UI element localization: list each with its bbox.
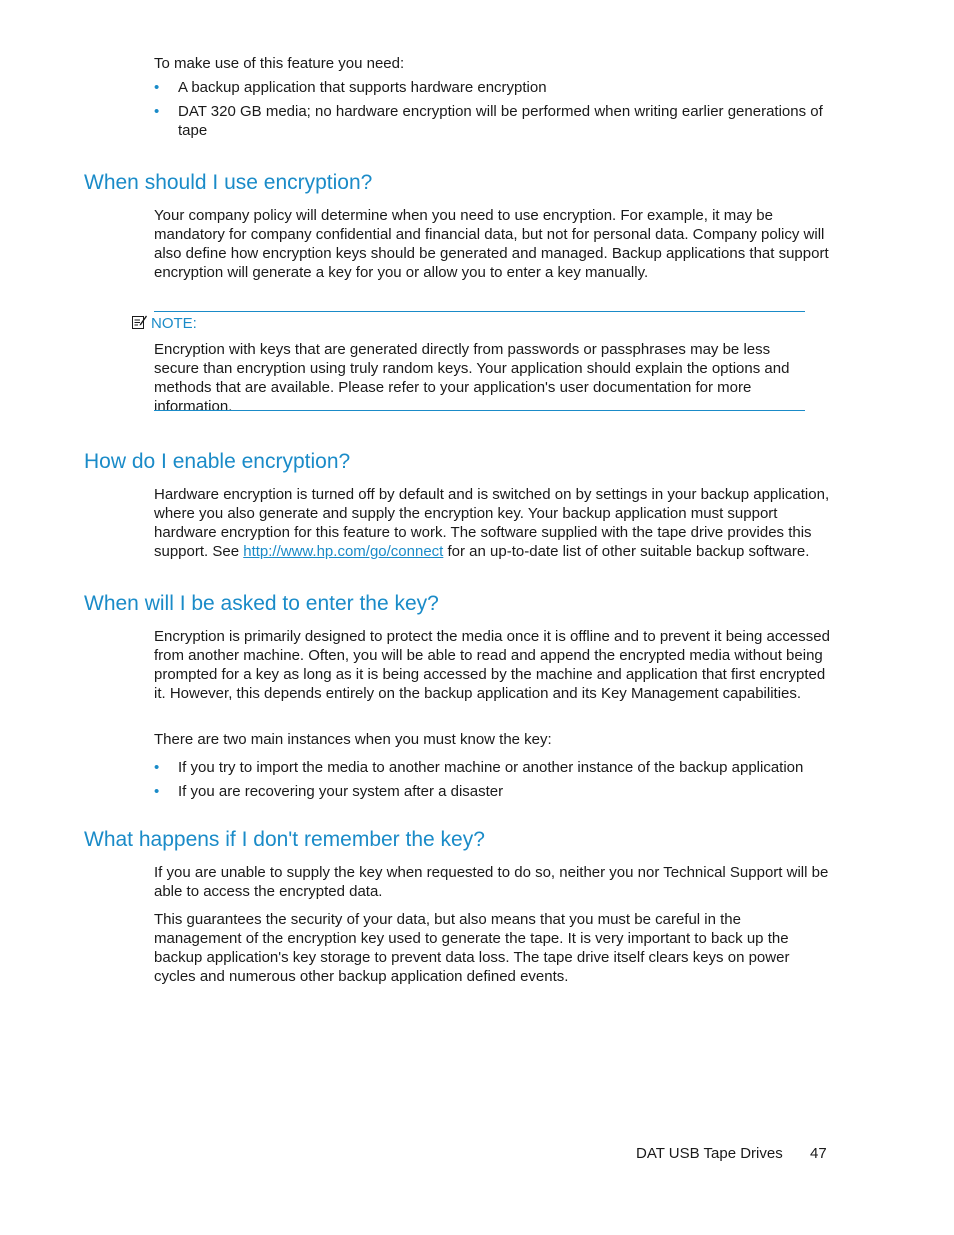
asked-bullet-list — [154, 758, 830, 806]
list-item — [154, 78, 830, 97]
hp-connect-link[interactable]: http://www.hp.com/go/connect — [243, 543, 444, 560]
note-top-rule — [154, 311, 805, 312]
bullet-text: If you are recovering your system after a disaster — [178, 783, 504, 800]
bullet-text: A backup application that supports hardware encryption — [178, 79, 547, 96]
enable-text-before: Hardware encryption is turned off by default and is switched on by settings in your backup application, where you also generate and supply the encryption key. Your backup application must support hardware encryption for this feature to work. The software supplied with the tape drive provides this support. See — [154, 486, 830, 560]
intro-bullet-list — [154, 78, 830, 145]
bullet-text: If you try to import the media to another machine or another instance of the backup application — [178, 759, 804, 776]
enable-text-after: for an up-to-date list of other suitable backup software. — [443, 543, 810, 560]
bullet-icon: • — [154, 79, 160, 96]
section-body-asked: Encryption is primarily designed to protect the media once it is offline and to prevent it being accessed from another machine. Often, you will be able to read and append the encrypted media without being prompted for a key as long as it is being accessed by the machine and application that first encrypted it. However, this depends entirely on the backup application and its Key Management capabilities. — [154, 628, 830, 702]
section-body-when: Your company policy will determine when you need to use encryption. For example, it may be mandatory for company confidential and financial data, but not for personal data. Company policy will also define how encryption keys should be generated and managed. Backup applications that support encryption will generate a key for you or allow you to enter a key manually. — [154, 207, 829, 281]
section-heading-asked: When will I be asked to enter the key? — [84, 592, 439, 615]
section-heading-forget: What happens if I don't remember the key? — [84, 828, 485, 851]
note-label-text: NOTE: — [151, 315, 197, 332]
note-icon — [131, 314, 147, 330]
bullet-text: DAT 320 GB media; no hardware encryption will be performed when writing earlier generations of tape — [178, 103, 823, 139]
page-number: 47 — [810, 1145, 827, 1162]
section-heading-enable: How do I enable encryption? — [84, 450, 351, 473]
section-heading-when: When should I use encryption? — [84, 171, 373, 194]
list-item — [154, 758, 830, 777]
note-body: Encryption with keys that are generated directly from passwords or passphrases may be less secure than encryption using truly random keys. Your application should explain the options and methods that are available. Please refer to your application's user documentation for more information. — [154, 341, 790, 415]
intro-lead: To make use of this feature you need: — [154, 55, 405, 72]
bullet-icon: • — [154, 103, 160, 120]
note-bottom-rule — [154, 410, 805, 411]
section-body-forget-2: This guarantees the security of your data, but also means that you must be careful in the management of the encryption key used to generate the tape. It is very important to back up the backup application's key storage to prevent data loss. The tape drive itself clears keys on power cycles and numerous other backup application defined events. — [154, 911, 790, 985]
section-body-enable — [154, 485, 830, 561]
bullet-icon: • — [154, 759, 160, 776]
footer-title: DAT USB Tape Drives — [636, 1145, 783, 1162]
section-lead-asked: There are two main instances when you must know the key: — [154, 731, 552, 748]
list-item — [154, 102, 830, 140]
section-body-forget-1: If you are unable to supply the key when requested to do so, neither you nor Technical Support will be able to access the encrypted data. — [154, 864, 829, 900]
list-item — [154, 782, 830, 801]
bullet-icon: • — [154, 783, 160, 800]
note-label — [131, 314, 197, 333]
